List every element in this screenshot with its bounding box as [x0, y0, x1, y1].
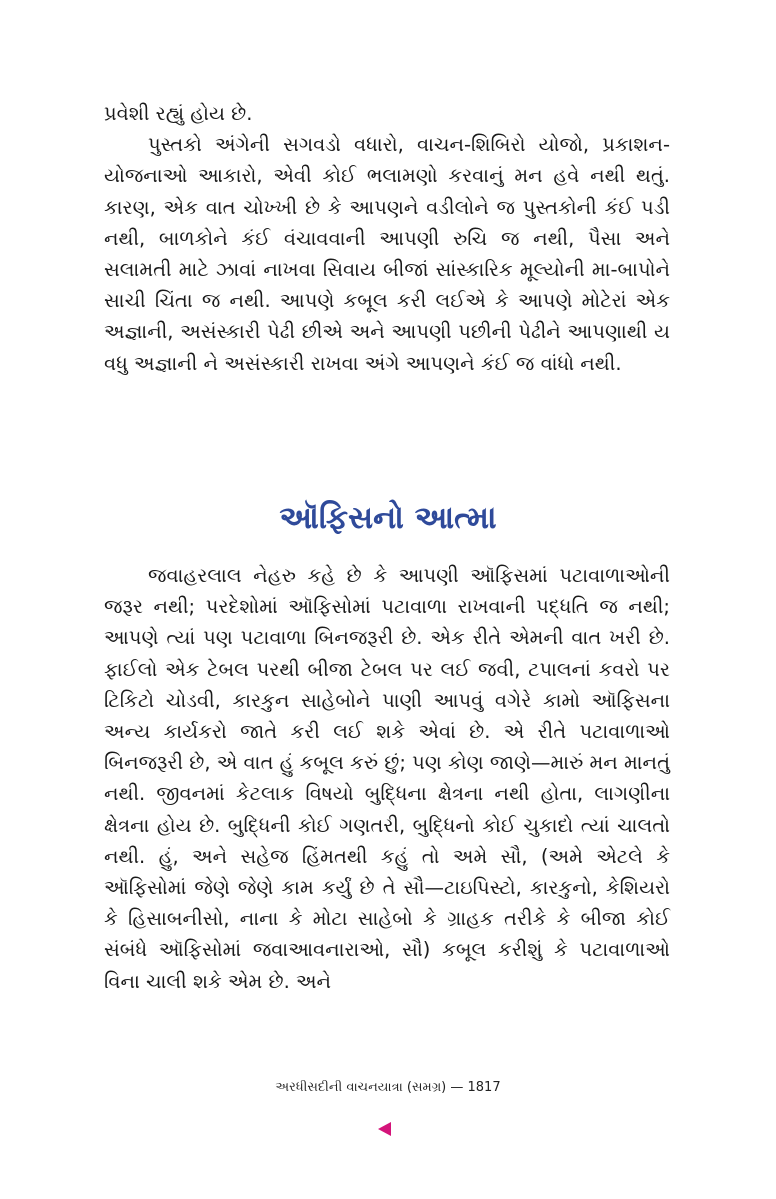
- paragraph-books: પુસ્તકો અંગેની સગવડો વધારો, વાચન-શિબિરો યોજો, પ્રકાશન-યોજનાઓ આકારો, એવી કોઈ ભલામણો કરવાનું મન હવે નથી થતું. કારણ, એક વાત ચોખ્ખી છે કે આપણને વડીલોને જ પુસ્તકોની કંઈ પડી નથી, બાળકોને કંઈ વંચાવવાની આપણી રુચિ જ નથી, પૈસા અને સલામતી માટે ઝાવાં નાખવા સિવાય બીજાં સાંસ્કારિક મૂલ્યોની મા-બાપોને સાચી ચિંતા જ નથી. આપણે કબૂલ કરી લઈએ કે આપણે મોટેરાં એક અજ્ઞાની, અસંસ્કારી પેઢી છીએ અને આપણી પછીની પેઢીને આપણાથી ય વધુ અજ્ઞાની ને અસંસ્કારી રાખવા અંગે આપણને કંઈ જ વાંધો નથી.: [104, 133, 670, 375]
- section-office-soul: [104, 560, 670, 997]
- section-continuation: [104, 98, 670, 379]
- page-footer: અરધીસદીની વાચનયાત્રા (સમગ્ર) — 1817: [275, 1080, 501, 1095]
- paragraph-continued: પ્રવેશી રહ્યું હોય છે.: [104, 102, 253, 125]
- section-title: ઑફિસનો આત્મા: [279, 500, 497, 536]
- left-triangle-icon[interactable]: [378, 1122, 391, 1136]
- paragraph-office: જવાહરલાલ નેહરુ કહે છે કે આપણી ઑફિસમાં પટાવાળાઓની જરૂર નથી; પરદેશોમાં ઑફિસોમાં પટાવાળા રાખવાની પદ્ધતિ જ નથી; આપણે ત્યાં પણ પટાવાળા બિનજરૂરી છે. એક રીતે એમની વાત ખરી છે. ફાઈલો એક ટેબલ પરથી બીજા ટેબલ પર લઈ જવી, ટપાલનાં કવરો પર ટિકિટો ચોડવી, કારકુન સાહેબોને પાણી આપવું વગેરે કામો ઑફિસના અન્ય કાર્યકરો જાતે કરી લઈ શકે એવાં છે. એ રીતે પટાવાળાઓ બિનજરૂરી છે, એ વાત હું કબૂલ કરું છું; પણ કોણ જાણે—મારું મન માનતું નથી. જીવનમાં કેટલાક વિષયો બુદ્ધિના ક્ષેત્રના નથી હોતા, લાગણીના ક્ષેત્રના હોય છે. બુદ્ધિની કોઈ ગણતરી, બુદ્ધિનો કોઈ ચુકાદો ત્યાં ચાલતો નથી. હું, અને સહેજ હિંમતથી કહું તો અમે સૌ, (અમે એટલે કે ઑફિસોમાં જેણે જેણે કામ કર્યું છે તે સૌ—ટાઇપિસ્ટો, કારકુનો, કેશિયરો કે હિસાબનીસો, નાના કે મોટા સાહેબો કે ગ્રાહક તરીકે કે બીજા કોઈ સંબંધે ઑફિસોમાં જવાઆવનારાઓ, સૌ) કબૂલ કરીશું કે પટાવાળાઓ વિના ચાલી શકે એમ છે. અને: [104, 564, 670, 993]
